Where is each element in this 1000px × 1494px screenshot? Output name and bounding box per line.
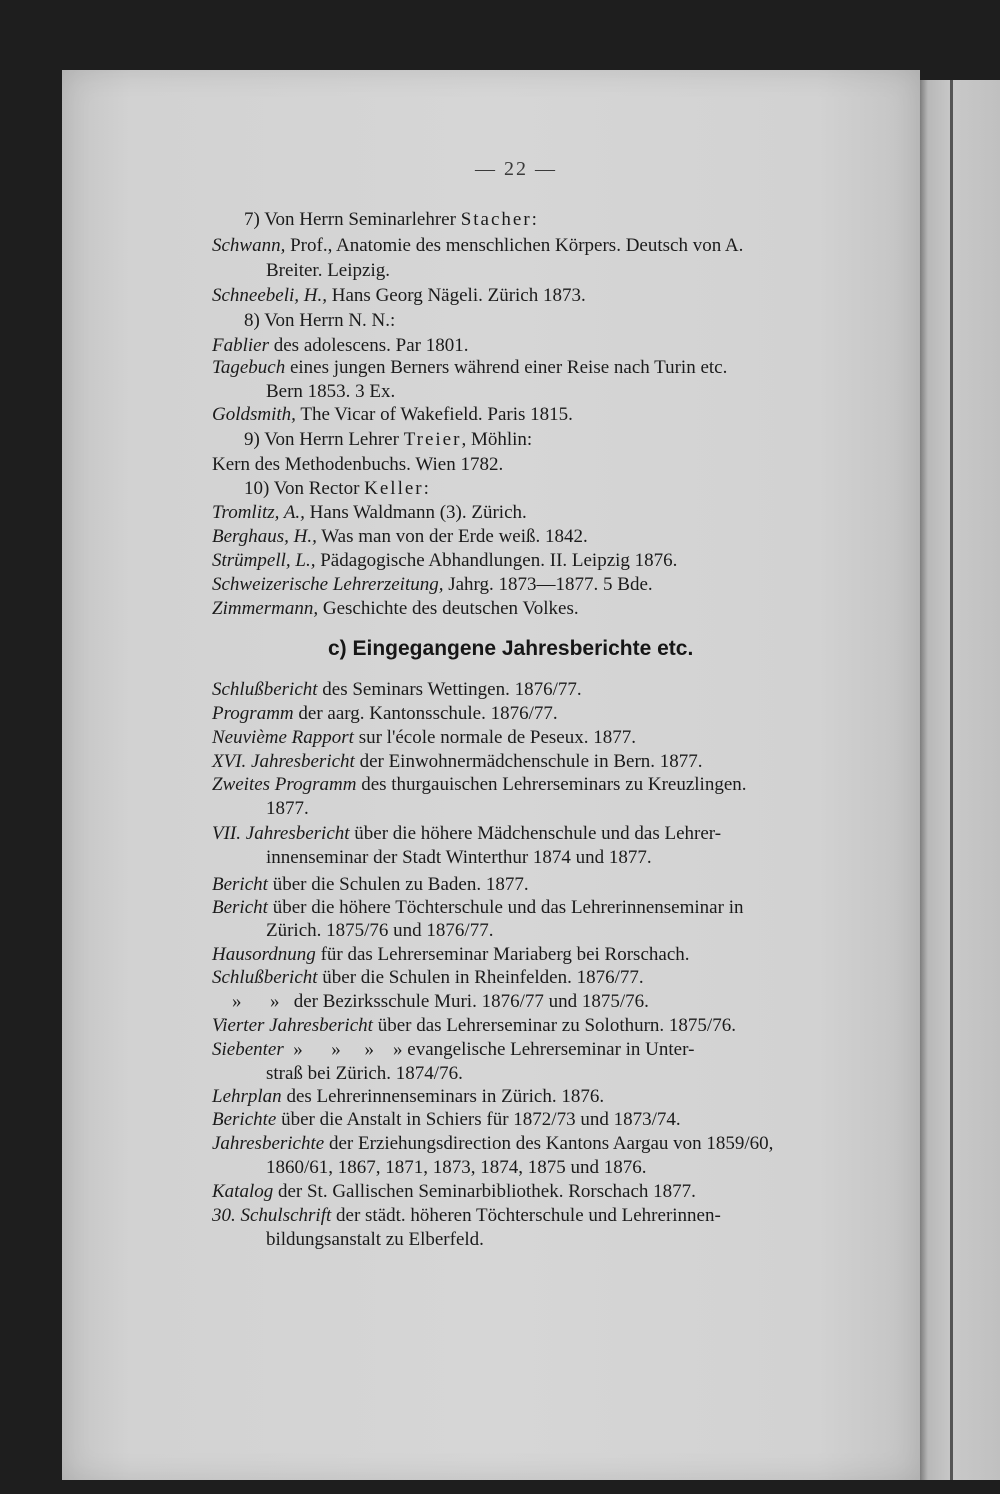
- report-entry: Lehrplan des Lehrerinnenseminars in Zürich. 1876.: [212, 1086, 605, 1107]
- report-entry: 30. Schulschrift der städt. höheren Töchterschule und Lehrerinnen-: [212, 1205, 721, 1226]
- report-entry: Berichte über die Anstalt in Schiers für 1872/73 und 1873/74.: [212, 1109, 681, 1130]
- entry-struempell: Strümpell, L., Pädagogische Abhandlungen. II. Leipzig 1876.: [212, 550, 678, 571]
- entry-tagebuch-cont: Bern 1853. 3 Ex.: [266, 381, 396, 402]
- report-entry: Programm der aarg. Kantonsschule. 1876/77.: [212, 703, 558, 724]
- report-entry: Neuvième Rapport sur l'école normale de Peseux. 1877.: [212, 727, 636, 748]
- report-entry: VII. Jahresbericht über die höhere Mädchenschule und das Lehrer-: [212, 823, 722, 844]
- entry-goldsmith: Goldsmith, The Vicar of Wakefield. Paris 1815.: [212, 404, 573, 425]
- report-entry-cont: innenseminar der Stadt Winterthur 1874 und 1877.: [266, 847, 652, 868]
- report-entry-cont: Zürich. 1875/76 und 1876/77.: [266, 920, 494, 941]
- report-entry: Hausordnung für das Lehrerseminar Mariaberg bei Rorschach.: [212, 944, 690, 965]
- report-entry: Siebenter » » » » evangelische Lehrerseminar in Unter-: [212, 1039, 695, 1060]
- page-number: — 22 —: [475, 158, 557, 180]
- entry-schwann-cont: Breiter. Leipzig.: [266, 260, 390, 281]
- section-heading: c) Eingegangene Jahresberichte etc.: [328, 637, 694, 660]
- donor-line-7: 7) Von Herrn Seminarlehrer Stacher:: [244, 209, 537, 230]
- entry-schneebeli: Schneebeli, H., Hans Georg Nägeli. Zürich 1873.: [212, 285, 586, 306]
- entry-tromlitz: Tromlitz, A., Hans Waldmann (3). Zürich.: [212, 502, 527, 523]
- facing-page-edge: [920, 80, 1000, 1480]
- donor-line-10: 10) Von Rector Keller:: [244, 478, 429, 499]
- entry-berghaus: Berghaus, H., Was man von der Erde weiß. 1842.: [212, 526, 588, 547]
- report-entry: Schlußbericht über die Schulen in Rheinfelden. 1876/77.: [212, 967, 644, 988]
- report-entry: XVI. Jahresbericht der Einwohnermädchenschule in Bern. 1877.: [212, 751, 703, 772]
- report-entry-ditto: » » der Bezirksschule Muri. 1876/77 und 1875/76.: [232, 991, 649, 1012]
- report-entry: Jahresberichte der Erziehungsdirection des Kantons Aargau von 1859/60,: [212, 1133, 774, 1154]
- report-entry: Zweites Programm des thurgauischen Lehrerseminars zu Kreuzlingen.: [212, 774, 747, 795]
- donor-line-9: 9) Von Herrn Lehrer Treier, Möhlin:: [244, 429, 533, 450]
- entry-tagebuch: Tagebuch eines jungen Berners während einer Reise nach Turin etc.: [212, 357, 728, 378]
- report-entry: Katalog der St. Gallischen Seminarbibliothek. Rorschach 1877.: [212, 1181, 696, 1202]
- entry-schwann: Schwann, Prof., Anatomie des menschlichen Körpers. Deutsch von A.: [212, 235, 744, 256]
- entry-lehrerzeitung: Schweizerische Lehrerzeitung, Jahrg. 1873—1877. 5 Bde.: [212, 574, 653, 595]
- report-entry: Bericht über die Schulen zu Baden. 1877.: [212, 874, 529, 895]
- book-gutter: [950, 80, 953, 1480]
- report-entry-cont: bildungsanstalt zu Elberfeld.: [266, 1229, 484, 1250]
- entry-fablier: Fablier des adolescens. Par 1801.: [212, 335, 469, 356]
- report-entry: Vierter Jahresbericht über das Lehrerseminar zu Solothurn. 1875/76.: [212, 1015, 736, 1036]
- report-entry-cont: 1877.: [266, 798, 309, 819]
- entry-zimmermann: Zimmermann, Geschichte des deutschen Volkes.: [212, 598, 579, 619]
- report-entry: Bericht über die höhere Töchterschule und das Lehrerinnenseminar in: [212, 897, 744, 918]
- report-entry: Schlußbericht des Seminars Wettingen. 1876/77.: [212, 679, 582, 700]
- report-entry-cont: straß bei Zürich. 1874/76.: [266, 1063, 463, 1084]
- report-entry-cont: 1860/61, 1867, 1871, 1873, 1874, 1875 und 1876.: [266, 1157, 647, 1178]
- donor-line-8: 8) Von Herrn N. N.:: [244, 310, 396, 331]
- entry-kern: Kern des Methodenbuchs. Wien 1782.: [212, 454, 504, 475]
